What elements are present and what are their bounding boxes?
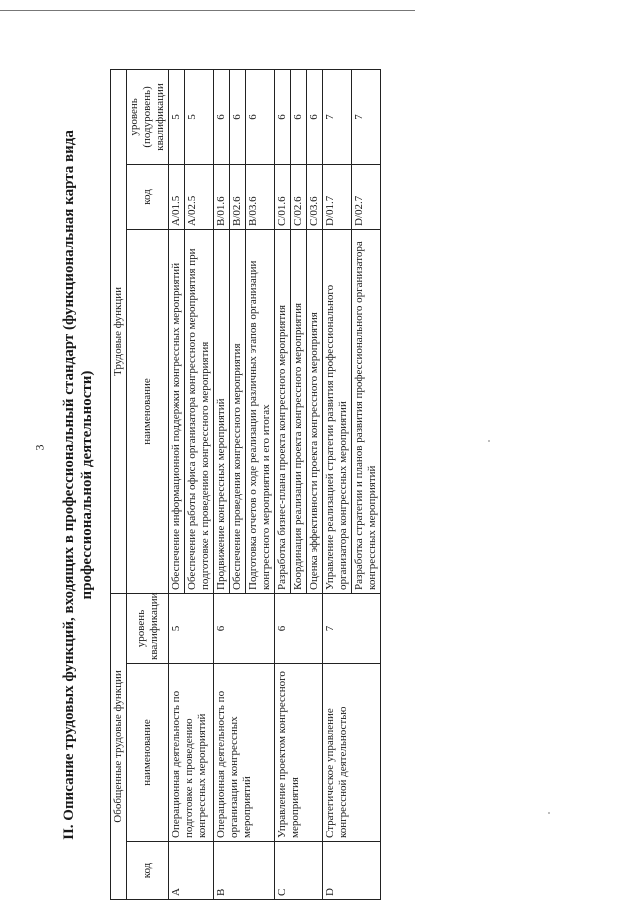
group-level: 6 xyxy=(214,593,275,663)
function-level: 6 xyxy=(275,69,291,164)
function-level: 6 xyxy=(214,69,230,164)
header-function-code: код xyxy=(127,164,169,229)
table-row xyxy=(323,69,352,899)
function-level: 6 xyxy=(246,69,275,164)
table-row xyxy=(169,69,185,899)
page-number: 3 xyxy=(32,444,47,451)
function-name: Подготовка отчетов о ходе реализации различных этапов организации конгрессного мероприятия и его итогах xyxy=(246,229,275,593)
function-name: Управление реализацией стратегии развития профессионального организатора конгрессных мероприятий xyxy=(323,229,352,593)
group-name: Операционная деятельность по организации конгрессных мероприятий xyxy=(214,664,275,842)
top-scan-rule xyxy=(0,10,415,11)
header-code: код xyxy=(127,842,169,900)
function-code: A/02.5 xyxy=(185,164,214,229)
section-title xyxy=(60,70,96,900)
function-name: Продвижение конгрессных мероприятий xyxy=(214,229,230,593)
function-level: 7 xyxy=(352,69,381,164)
function-name: Разработка бизнес-плана проекта конгрессного мероприятия xyxy=(275,229,291,593)
function-code: A/01.5 xyxy=(169,164,185,229)
function-level: 6 xyxy=(291,69,307,164)
function-level: 5 xyxy=(169,69,185,164)
functional-map-table xyxy=(110,69,381,900)
rotated-page-content xyxy=(60,70,600,900)
group-level: 7 xyxy=(323,593,381,663)
group-code: C xyxy=(275,842,323,900)
group-code: B xyxy=(214,842,275,900)
function-code: B/03.6 xyxy=(246,164,275,229)
group-name: Стратегическое управление конгрессной деятельностью xyxy=(323,664,381,842)
group-level: 6 xyxy=(275,593,323,663)
function-name: Обеспечение проведения конгрессного мероприятия xyxy=(230,229,246,593)
title-line-1: II. Описание трудовых функций, входящих в профессиональный стандарт (функциональная карта вида xyxy=(61,130,77,840)
function-name: Разработка стратегии и планов развития профессионального организатора конгрессных мероприятий xyxy=(352,229,381,593)
group-name: Управление проектом конгрессного мероприятия xyxy=(275,664,323,842)
function-name: Обеспечение работы офиса организатора конгрессного мероприятия при подготовке к проведению конгрессного мероприятия xyxy=(185,229,214,593)
title-line-2: профессиональной деятельности) xyxy=(79,370,95,600)
group-name: Операционная деятельность по подготовке к проведению конгрессных мероприятий xyxy=(169,664,214,842)
function-name: Координация реализации проекта конгрессного мероприятия xyxy=(291,229,307,593)
function-level: 7 xyxy=(323,69,352,164)
table-row xyxy=(214,69,230,899)
function-name: Оценка эффективности проекта конгрессного мероприятия xyxy=(307,229,323,593)
function-level: 5 xyxy=(185,69,214,164)
header-generalized-functions: Обобщенные трудовые функции xyxy=(111,593,127,899)
function-level: 6 xyxy=(230,69,246,164)
header-labor-functions: Трудовые функции xyxy=(111,69,127,593)
group-code: D xyxy=(323,842,381,900)
group-level: 5 xyxy=(169,593,214,663)
function-code: B/01.6 xyxy=(214,164,230,229)
header-qualification-level: уровень квалификации xyxy=(127,593,169,663)
header-sublevel: уровень (подуровень) квалификации xyxy=(127,69,169,164)
header-name: наименование xyxy=(127,664,169,842)
table-row xyxy=(275,69,291,899)
group-code: A xyxy=(169,842,214,900)
function-code: D/01.7 xyxy=(323,164,352,229)
function-code: D/02.7 xyxy=(352,164,381,229)
function-code: C/03.6 xyxy=(307,164,323,229)
header-function-name: наименование xyxy=(127,229,169,593)
function-level: 6 xyxy=(307,69,323,164)
function-code: C/02.6 xyxy=(291,164,307,229)
function-code: C/01.6 xyxy=(275,164,291,229)
function-name: Обеспечение информационной поддержки конгрессных мероприятий xyxy=(169,229,185,593)
function-code: B/02.6 xyxy=(230,164,246,229)
